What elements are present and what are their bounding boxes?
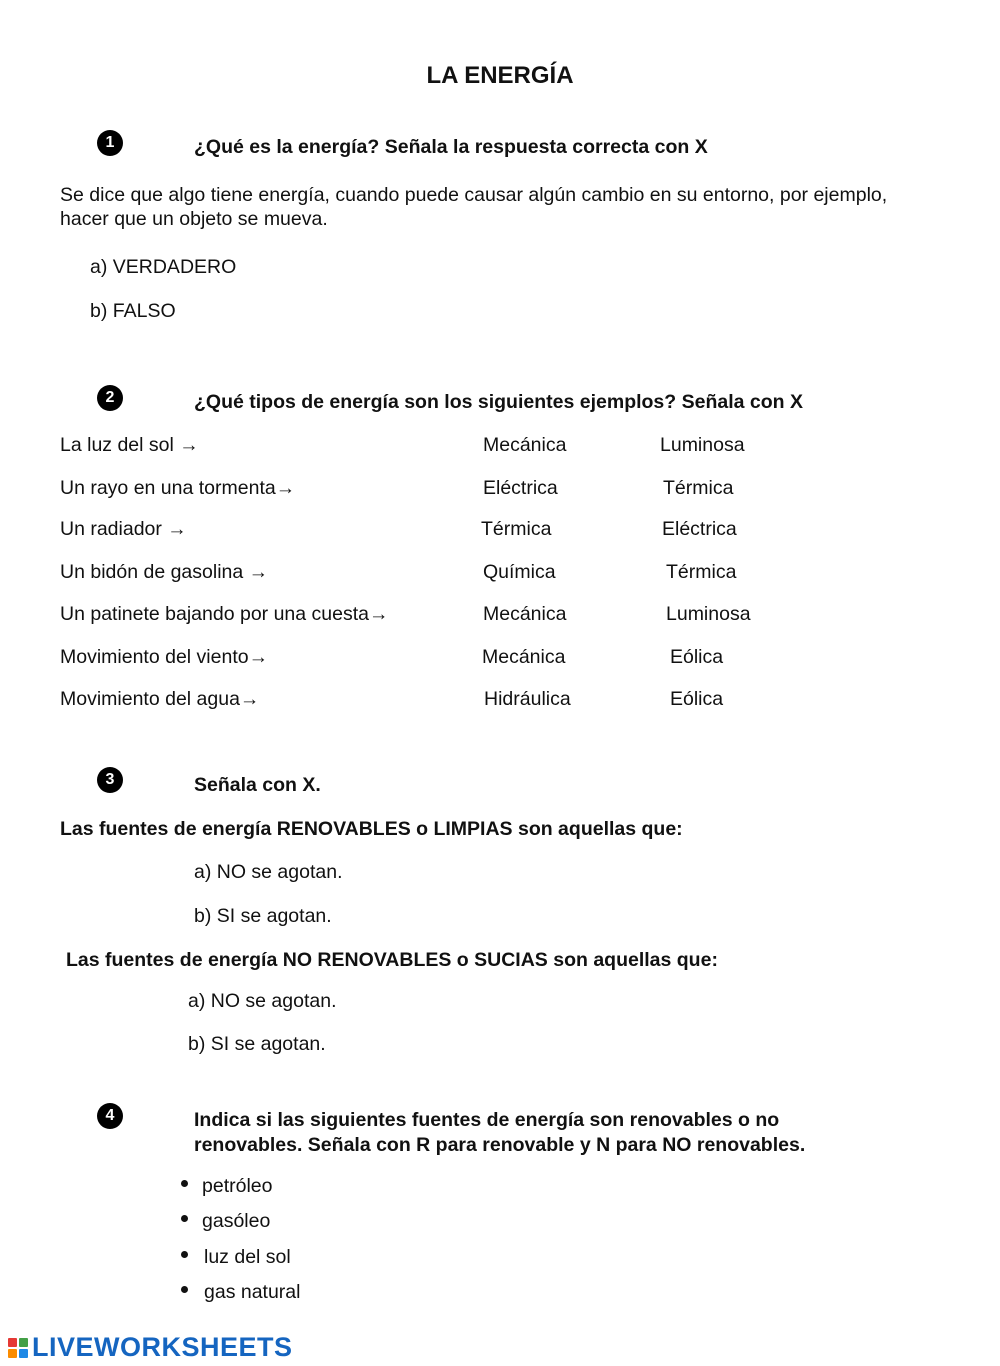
question-4-heading-line1: Indica si las siguientes fuentes de energía son renovables o no [194, 1109, 780, 1131]
q2-row-4-option-2[interactable]: Térmica [666, 561, 737, 583]
q2-example-6: Movimiento del viento→ [60, 646, 269, 668]
question-number-2-icon: 2 [97, 385, 123, 411]
q1-option-a[interactable]: a) VERDADERO [90, 256, 237, 278]
q4-item-label: gas natural [204, 1281, 301, 1303]
q4-item-label: luz del sol [204, 1246, 291, 1268]
q2-row-1-option-1[interactable]: Mecánica [483, 434, 567, 456]
q3-nonrenewable-option-a[interactable]: a) NO se agotan. [188, 990, 337, 1012]
q2-row-2-option-1[interactable]: Eléctrica [483, 477, 558, 499]
q2-row-5-option-2[interactable]: Luminosa [666, 603, 751, 625]
q2-example-1: La luz del sol → [60, 434, 199, 456]
question-2-heading: ¿Qué tipos de energía son los siguientes ejemplos? Señala con X [194, 391, 803, 413]
question-1-heading: ¿Qué es la energía? Señala la respuesta correcta con X [194, 136, 708, 158]
logo-square-red [8, 1338, 17, 1347]
bullet-icon [181, 1286, 188, 1293]
q4-item-1[interactable] [181, 1175, 272, 1198]
page-title: LA ENERGÍA [426, 62, 574, 89]
logo-square-orange [8, 1349, 17, 1358]
q2-row-3-option-1[interactable]: Térmica [481, 518, 552, 540]
q3-renewable-prompt: Las fuentes de energía RENOVABLES o LIMPIAS son aquellas que: [60, 818, 683, 840]
q2-example-7: Movimiento del agua→ [60, 688, 260, 710]
q3-nonrenewable-prompt: Las fuentes de energía NO RENOVABLES o SUCIAS son aquellas que: [66, 949, 718, 971]
q3-renewable-option-a[interactable]: a) NO se agotan. [194, 861, 343, 883]
q4-item-label: gasóleo [202, 1210, 271, 1232]
q2-row-4-option-1[interactable]: Química [483, 561, 556, 583]
q4-item-4[interactable] [181, 1281, 300, 1304]
q2-example-5: Un patinete bajando por una cuesta→ [60, 603, 389, 625]
q2-example-2: Un rayo en una tormenta→ [60, 477, 296, 499]
bullet-icon [181, 1251, 188, 1258]
question-4-heading-line2: renovables. Señala con R para renovable y N para NO renovables. [194, 1134, 806, 1156]
q2-row-7-option-1[interactable]: Hidráulica [484, 688, 571, 710]
q2-row-6-option-2[interactable]: Eólica [670, 646, 724, 668]
question-number-3-icon: 3 [97, 767, 123, 793]
q2-row-6-option-1[interactable]: Mecánica [482, 646, 566, 668]
q3-renewable-option-b[interactable]: b) SI se agotan. [194, 905, 332, 927]
q2-row-7-option-2[interactable]: Eólica [670, 688, 724, 710]
q2-row-1-option-2[interactable]: Luminosa [660, 434, 745, 456]
logo-square-blue [19, 1349, 28, 1358]
liveworksheets-logo-icon [8, 1338, 28, 1358]
q2-example-4: Un bidón de gasolina → [60, 561, 269, 583]
q4-item-2[interactable] [181, 1210, 270, 1233]
q3-nonrenewable-option-b[interactable]: b) SI se agotan. [188, 1033, 326, 1055]
liveworksheets-logo [8, 1332, 293, 1363]
q1-option-b[interactable]: b) FALSO [90, 300, 176, 322]
bullet-icon [181, 1215, 188, 1222]
q4-item-label: petróleo [202, 1175, 273, 1197]
bullet-icon [181, 1180, 188, 1187]
question-number-1-icon: 1 [97, 130, 123, 156]
liveworksheets-brand-text: LIVEWORKSHEETS [32, 1332, 293, 1362]
question-number-4-icon: 4 [97, 1103, 123, 1129]
q4-item-3[interactable] [181, 1246, 291, 1269]
question-3-heading: Señala con X. [194, 774, 321, 796]
q2-row-2-option-2[interactable]: Térmica [663, 477, 734, 499]
logo-square-green [19, 1338, 28, 1347]
q2-row-5-option-1[interactable]: Mecánica [483, 603, 567, 625]
q2-example-3: Un radiador → [60, 518, 187, 540]
question-1-statement: Se dice que algo tiene energía, cuando puede causar algún cambio en su entorno, por ejemplo, hacer que un objeto se mueva. [60, 184, 888, 230]
q2-row-3-option-2[interactable]: Eléctrica [662, 518, 737, 540]
